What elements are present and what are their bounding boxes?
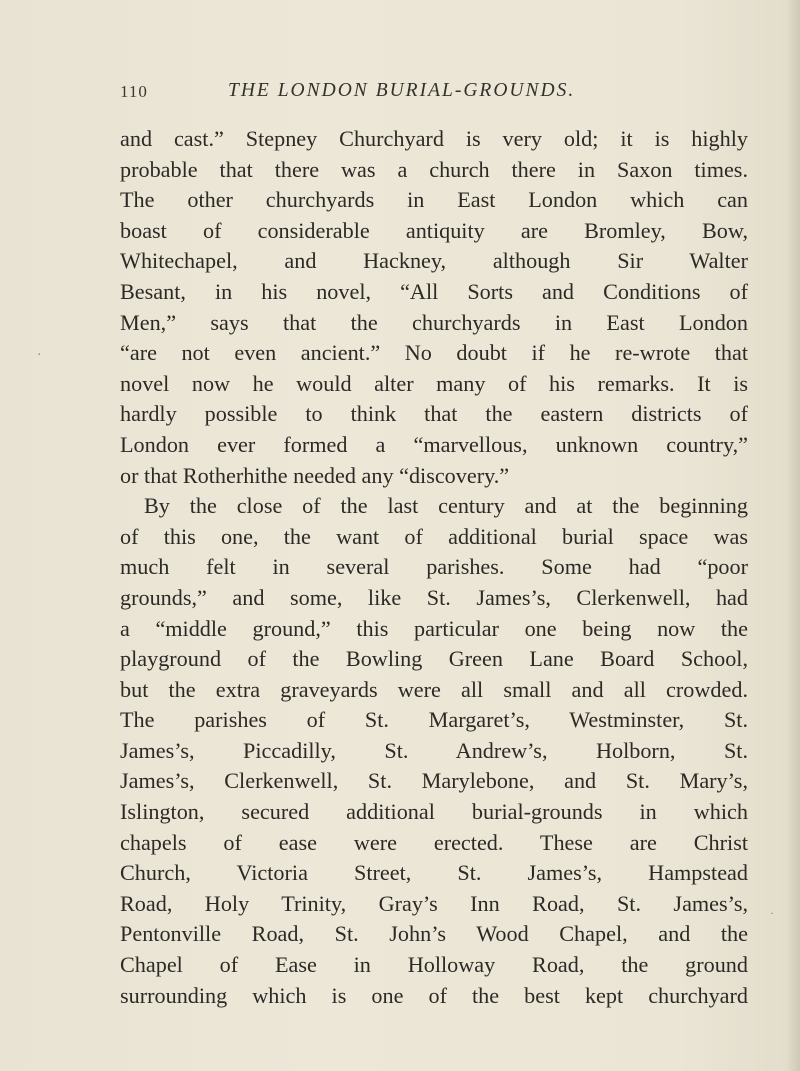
text-line: surrounding which is one of the best kept churchyard bbox=[120, 982, 748, 1008]
body-text bbox=[120, 124, 748, 1011]
text-line: “are not even ancient.” No doubt if he re-wrote that bbox=[120, 340, 748, 366]
text-line: Whitechapel, and Hackney, although Sir Walter bbox=[120, 248, 748, 274]
text-line: James’s, Clerkenwell, St. Marylebone, and St. Mary’s, bbox=[120, 768, 748, 794]
page-number: 110 bbox=[120, 82, 148, 101]
text-line: but the extra graveyards were all small and all crowded. bbox=[120, 676, 748, 702]
text-line: novel now he would alter many of his remarks. It is bbox=[120, 370, 748, 396]
text-line: Islington, secured additional burial-grounds in which bbox=[120, 799, 748, 825]
text-line: Pentonville Road, St. John’s Wood Chapel, and the bbox=[120, 921, 748, 947]
text-line: James’s, Piccadilly, St. Andrew’s, Holborn, St. bbox=[120, 737, 748, 763]
text-line: The parishes of St. Margaret’s, Westminster, St. bbox=[120, 707, 748, 733]
text-line: London ever formed a “marvellous, unknown country,” bbox=[120, 431, 748, 457]
page-edge-shadow bbox=[786, 0, 800, 1071]
text-line: playground of the Bowling Green Lane Board School, bbox=[120, 646, 748, 672]
text-line: a “middle ground,” this particular one being now the bbox=[120, 615, 748, 641]
running-header bbox=[120, 80, 750, 110]
text-line: hardly possible to think that the eastern districts of bbox=[120, 401, 748, 427]
text-line: or that Rotherhithe needed any “discovery.” bbox=[120, 462, 510, 488]
text-line: chapels of ease were erected. These are Christ bbox=[120, 829, 748, 855]
text-line: of this one, the want of additional burial space was bbox=[120, 523, 748, 549]
text-line: Men,” says that the churchyards in East London bbox=[120, 309, 748, 335]
text-line: and cast.” Stepney Churchyard is very old; it is highly bbox=[120, 126, 748, 151]
text-line: boast of considerable antiquity are Bromley, Bow, bbox=[120, 217, 748, 243]
text-line: much felt in several parishes. Some had “poor bbox=[120, 554, 748, 580]
paragraph-first-line: By the close of the last century and at the beginning bbox=[144, 493, 748, 519]
margin-speck: · bbox=[770, 906, 774, 920]
text-line: Road, Holy Trinity, Gray’s Inn Road, St. James’s, bbox=[120, 890, 748, 916]
margin-speck: · bbox=[37, 348, 42, 363]
text-line: Besant, in his novel, “All Sorts and Conditions of bbox=[120, 278, 748, 304]
text-line: probable that there was a church there in Saxon times. bbox=[120, 156, 748, 182]
running-title: THE LONDON BURIAL-GROUNDS. bbox=[228, 80, 576, 101]
text-line: grounds,” and some, like St. James’s, Clerkenwell, had bbox=[120, 584, 748, 610]
text-line: Chapel of Ease in Holloway Road, the ground bbox=[120, 952, 748, 978]
text-line: The other churchyards in East London which can bbox=[120, 187, 748, 213]
text-line: Church, Victoria Street, St. James’s, Hampstead bbox=[120, 860, 748, 886]
